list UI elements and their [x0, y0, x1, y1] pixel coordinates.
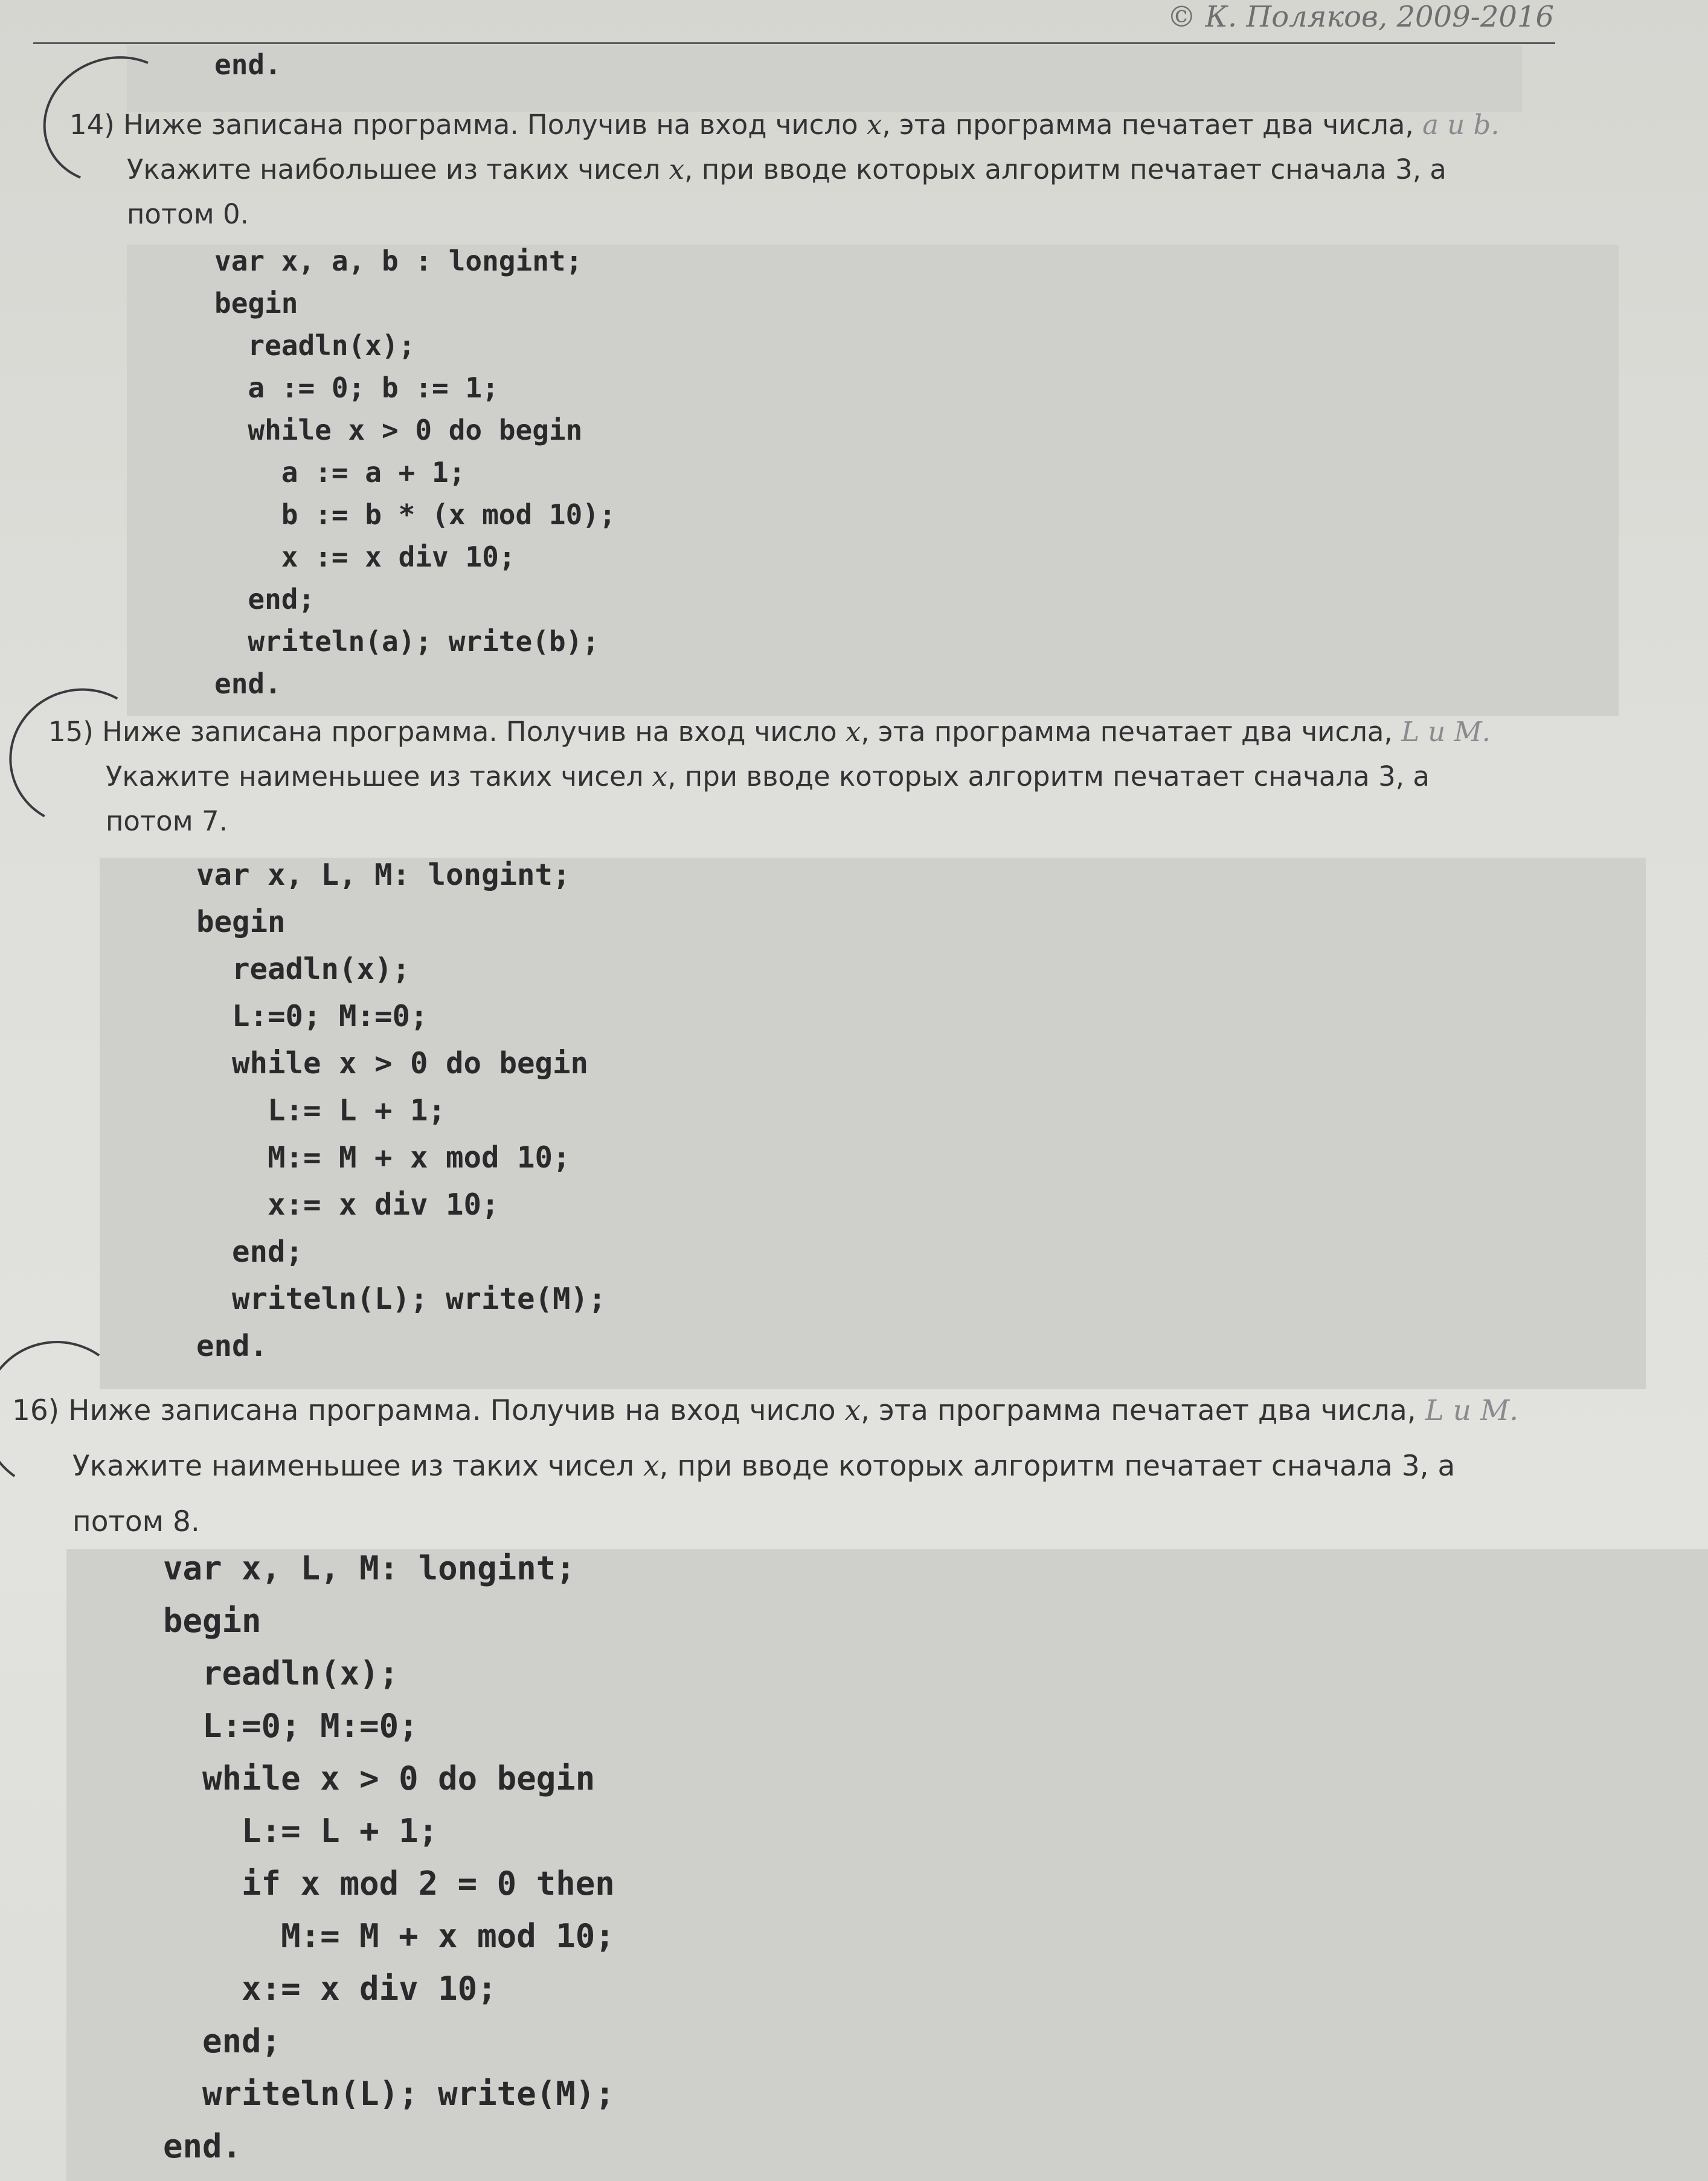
task-14-line-1: [69, 103, 1549, 147]
task-15-text-part: , эта программа печатает два числа,: [861, 716, 1402, 748]
code-line: readln(x);: [163, 1654, 399, 1692]
task-16-text-part: , при вводе которых алгоритм печатает сначала 3, а: [659, 1450, 1456, 1483]
task-14-text-part: Ниже записана программа. Получив на вход число: [123, 109, 867, 141]
code-line: end;: [214, 583, 315, 615]
code-line: end.: [214, 667, 281, 700]
code-line: L:= L + 1;: [163, 1812, 438, 1850]
code-line: var x, a, b : longint;: [214, 245, 583, 277]
task-16-variables: L и M: [1425, 1394, 1510, 1427]
code-line: readln(x);: [196, 952, 411, 986]
code-line: begin: [214, 287, 298, 320]
code-line: x:= x div 10;: [163, 1970, 497, 2008]
task-14-line-3: потом 0.: [127, 198, 249, 230]
variable-x: x: [866, 109, 882, 141]
task-14-line-2: [69, 147, 1549, 192]
task-15-text-part: , при вводе которых алгоритм печатает сначала 3, а: [667, 760, 1430, 792]
task-16-text: [12, 1383, 1582, 1550]
task-16-number: 16): [12, 1394, 60, 1427]
code-block-task-14: [127, 245, 1619, 716]
task-15-text-part: Укажите наименьшее из таких чисел: [106, 760, 652, 792]
task-16-line-2: [12, 1439, 1582, 1494]
header-rule: [33, 42, 1555, 44]
code-line: while x > 0 do begin: [214, 414, 583, 446]
task-16-period: .: [1509, 1394, 1519, 1427]
task-16-line-3: потом 8.: [72, 1505, 200, 1538]
variable-x: x: [652, 760, 668, 792]
code-line: b := b * (x mod 10);: [214, 498, 616, 531]
task-14-variables: a и b: [1422, 109, 1491, 141]
code-line: end.: [214, 48, 281, 81]
code-line: end.: [163, 2127, 242, 2165]
code-line: a := 0; b := 1;: [214, 371, 499, 404]
code-line: M:= M + x mod 10;: [163, 1917, 615, 1955]
code-line: writeln(a); write(b);: [214, 625, 599, 658]
task-14-text-part: Укажите наибольшее из таких чисел: [127, 153, 669, 185]
task-15-line-2: [48, 754, 1558, 799]
task-16-text-part: , эта программа печатает два числа,: [861, 1394, 1425, 1427]
code-line: begin: [163, 1602, 262, 1640]
variable-x: x: [845, 716, 861, 748]
code-line: var x, L, M: longint;: [196, 858, 571, 892]
task-15-line-3: потом 7.: [106, 805, 228, 837]
variable-x: x: [643, 1450, 660, 1483]
task-16-text-part: Укажите наименьшее из таких чисел: [72, 1450, 644, 1483]
task-14-text-part: , при вводе которых алгоритм печатает сначала 3, а: [684, 153, 1446, 185]
code-line: writeln(L); write(M);: [196, 1282, 606, 1316]
task-14-period: .: [1491, 109, 1500, 141]
code-block-task-15: [100, 858, 1646, 1389]
task-15-variables: L и M: [1401, 716, 1482, 748]
code-block-task-16: [66, 1549, 1708, 2181]
task-15-text: [48, 710, 1558, 844]
task-15-number: 15): [48, 716, 94, 748]
copyright-header: © К. Поляков, 2009-2016: [1167, 0, 1554, 34]
task-16-line-1: [12, 1383, 1582, 1439]
task-15-text-part: Ниже записана программа. Получив на вход число: [102, 716, 846, 748]
code-line: readln(x);: [214, 329, 416, 362]
code-line: if x mod 2 = 0 then: [163, 1865, 615, 1903]
code-line: while x > 0 do begin: [163, 1759, 596, 1797]
task-14-number: 14): [69, 109, 115, 141]
code-line: L:=0; M:=0;: [196, 999, 428, 1033]
task-16-text-part: Ниже записана программа. Получив на вход число: [68, 1394, 845, 1427]
code-line: while x > 0 do begin: [196, 1046, 589, 1081]
task-15-line-1: [48, 710, 1558, 754]
variable-x: x: [844, 1394, 861, 1427]
task-15-period: .: [1482, 716, 1491, 748]
code-line: end.: [196, 1329, 268, 1363]
task-14-text: [69, 103, 1549, 237]
variable-x: x: [669, 153, 685, 185]
code-line: x := x div 10;: [214, 541, 516, 573]
code-line: x:= x div 10;: [196, 1187, 499, 1222]
code-line: a := a + 1;: [214, 456, 466, 489]
code-block-previous: [127, 45, 1522, 112]
task-14-text-part: , эта программа печатает два числа,: [882, 109, 1423, 141]
code-line: M:= M + x mod 10;: [196, 1140, 571, 1175]
code-line: end;: [163, 2022, 281, 2060]
code-line: begin: [196, 905, 286, 939]
code-line: L:=0; M:=0;: [163, 1707, 419, 1745]
code-line: writeln(L); write(M);: [163, 2075, 615, 2113]
code-line: var x, L, M: longint;: [163, 1549, 576, 1587]
code-line: end;: [196, 1235, 304, 1269]
code-line: L:= L + 1;: [196, 1093, 446, 1128]
